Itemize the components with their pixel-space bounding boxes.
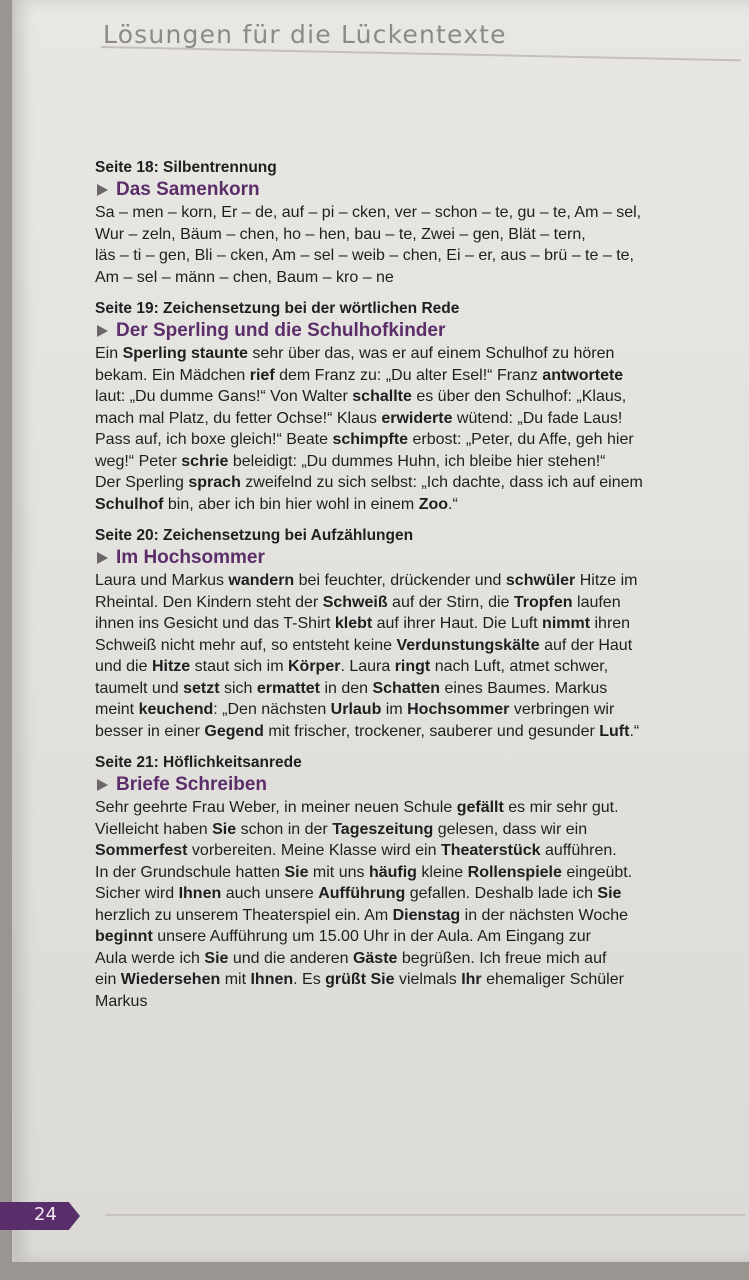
page-title: Lösungen für die Lückentexte (103, 20, 507, 49)
answer-word: Ihnen (250, 971, 294, 988)
section (95, 753, 735, 1012)
text-run: im (381, 701, 408, 718)
answer-word: Urlaub (330, 701, 382, 718)
text-line (95, 388, 626, 405)
subheading-text: Briefe Schreiben (116, 774, 267, 795)
answer-word: Tageszeitung (332, 820, 434, 838)
text-run: bin, aber ich bin hier wohl in einem (163, 495, 419, 513)
section-heading: Seite 19: Zeichensetzung bei der wörtlichen Rede (95, 300, 460, 317)
text-run: begrüßen. Ich freue mich auf (397, 949, 607, 967)
answer-word: nimmt (542, 615, 591, 632)
text-run: Hitze im (575, 572, 638, 589)
text-run: herzlich zu unserem Theaterspiel ein. Am (95, 906, 393, 924)
text-run: taumelt und (95, 679, 184, 697)
section (95, 299, 735, 515)
answer-word: ringt (394, 658, 431, 675)
text-run: aufführen. (540, 842, 617, 859)
text-run: Sehr geehrte Frau Weber, in meiner neuen Schule (95, 799, 457, 816)
text-run: in den (320, 679, 373, 697)
text-run: läs – ti – gen, Bli – cken, Am – sel – weib – chen, Ei – er, aus – brü – te – te, (95, 247, 634, 264)
text-run: Ein (95, 345, 123, 362)
solutions-content (95, 158, 735, 1023)
text-line (95, 345, 614, 362)
section-subheading (95, 178, 735, 202)
answer-word: klebt (334, 615, 373, 632)
text-run: . Laura (340, 658, 395, 675)
bottom-rule (105, 1214, 745, 1216)
text-run: unsere Aufführung um 15.00 Uhr in der Aula. Am Eingang zur (152, 928, 591, 945)
text-run: vielmals (394, 971, 462, 988)
text-run: und die anderen (228, 949, 353, 967)
answer-word: Schulhof (95, 495, 164, 513)
text-run: auf der Haut (539, 636, 633, 654)
section-subheading (95, 319, 735, 343)
text-run: staut sich im (190, 658, 288, 675)
text-run: sich (219, 679, 257, 697)
text-line (95, 474, 643, 491)
text-run: Sa – men – korn, Er – de, auf – pi – cken, ver – schon – te, gu – te, Am – sel, (95, 204, 642, 221)
answer-word: Körper (287, 658, 341, 675)
answer-word: Sie (212, 820, 237, 838)
section-subheading (95, 546, 735, 570)
answer-word: schallte (352, 388, 412, 405)
answer-word: Sie (597, 885, 622, 902)
answer-word: Sie (284, 863, 309, 881)
text-run: verbringen wir (509, 701, 615, 718)
answer-word: keuchend (138, 701, 214, 718)
section-heading: Seite 21: Höflichkeitsanrede (95, 754, 302, 771)
text-run: eingeübt. (561, 863, 633, 881)
text-run: weg!“ Peter (95, 452, 182, 470)
text-run: zweifelnd zu sich selbst: „Ich dachte, dass ich auf einem (240, 474, 643, 491)
text-line (95, 367, 623, 384)
text-line (95, 821, 587, 838)
section-body (95, 343, 735, 515)
answer-word: Zoo (418, 495, 449, 513)
answer-word: gefällt (456, 799, 504, 816)
answer-word: Aufführung (318, 885, 406, 902)
subheading-text: Das Samenkorn (116, 179, 260, 200)
text-run: erbost: „Peter, du Affe, geh hier (408, 431, 634, 448)
answer-word: Theaterstück (440, 842, 541, 859)
text-line (95, 928, 591, 945)
text-run: schon in der (236, 820, 333, 838)
answer-word: schimpfte (332, 431, 409, 448)
text-line (95, 864, 632, 881)
section-body (95, 570, 735, 742)
text-line (95, 799, 619, 816)
answer-word: Sie (204, 949, 229, 967)
text-run: Laura und Markus (95, 572, 229, 589)
text-run: mach mal Platz, du fetter Ochse!“ Klaus (95, 409, 382, 427)
text-run: auf der Stirn, die (387, 593, 514, 611)
text-run: Vielleicht haben (95, 820, 213, 838)
text-run: dem Franz zu: „Du alter Esel!“ Franz (274, 366, 543, 384)
text-line (95, 572, 638, 589)
text-line (95, 496, 458, 513)
text-run: sehr über das, was er auf einem Schulhof zu hören (247, 345, 615, 362)
text-run: mit frischer, trockener, sauberer und gesunder (263, 722, 600, 740)
text-line (95, 971, 624, 988)
answer-word: beginnt (95, 928, 153, 945)
text-run: ein (95, 971, 121, 988)
text-run: auf ihrer Haut. Die Luft (372, 615, 543, 632)
text-line (95, 637, 632, 654)
text-run: .“ (629, 722, 640, 740)
text-run: ihnen ins Gesicht und das T-Shirt (95, 615, 335, 632)
section-heading: Seite 18: Silbentrennung (95, 159, 277, 176)
text-run: in der nächsten Woche (460, 906, 629, 924)
answer-word: Hochsommer (407, 701, 510, 718)
book-page (12, 0, 749, 1262)
play-triangle-icon (97, 184, 108, 196)
answer-word: Dienstag (392, 906, 461, 924)
text-run: gelesen, dass wir ein (433, 820, 588, 838)
text-run: Am – sel – männ – chen, Baum – kro – ne (95, 268, 394, 286)
text-run: ehemaliger Schüler (481, 971, 624, 988)
text-run: Rheintal. Den Kindern steht der (95, 593, 323, 611)
text-run: laufen (572, 593, 621, 611)
text-line (95, 594, 621, 611)
text-line (95, 950, 606, 967)
answer-word: Schatten (372, 679, 441, 697)
answer-word: grüßt Sie (325, 971, 395, 988)
text-line (95, 680, 607, 697)
answer-word: schrie (181, 452, 229, 470)
play-triangle-icon (97, 325, 108, 337)
text-line (95, 453, 606, 470)
text-run: Aula werde ich (95, 949, 205, 967)
text-run: kleine (416, 863, 468, 881)
text-line (95, 226, 586, 243)
answer-word: Luft (599, 722, 630, 740)
text-line (95, 993, 147, 1010)
text-run: bei feuchter, drückender und (294, 572, 506, 589)
answer-word: Ihnen (178, 885, 222, 902)
answer-word: setzt (183, 679, 220, 697)
text-run: Wur – zeln, Bäum – chen, ho – hen, bau – te, Zwei – gen, Blät – tern, (95, 225, 586, 243)
text-run: nach Luft, atmet schwer, (430, 658, 609, 675)
play-triangle-icon (97, 779, 108, 791)
text-run: : „Den nächsten (213, 701, 331, 718)
text-line (95, 723, 639, 740)
section (95, 158, 735, 288)
section-subheading (95, 773, 735, 797)
answer-word: antwortete (542, 366, 624, 384)
text-run: gefallen. Deshalb lade ich (405, 885, 598, 902)
answer-word: rief (249, 366, 275, 384)
text-run: beleidigt: „Du dummes Huhn, ich bleibe hier stehen!“ (228, 452, 606, 470)
section-body (95, 797, 735, 1012)
text-run: In der Grundschule hatten (95, 863, 285, 881)
text-run: mit (220, 971, 251, 988)
answer-word: Tropfen (513, 593, 573, 611)
text-run: besser in einer (95, 722, 205, 740)
text-line (95, 615, 630, 632)
section (95, 526, 735, 742)
text-run: eines Baumes. Markus (440, 679, 608, 697)
answer-word: Wiedersehen (120, 971, 221, 988)
text-run: und die (95, 658, 152, 675)
text-run: bekam. Ein Mädchen (95, 366, 250, 384)
text-run: meint (95, 701, 139, 718)
answer-word: Sperling staunte (122, 345, 248, 362)
page-number: 24 (34, 1204, 57, 1225)
answer-word: Rollenspiele (467, 863, 562, 881)
text-run: ihren (590, 615, 631, 632)
text-run: es über den Schulhof: „Klaus, (411, 388, 627, 405)
subheading-text: Der Sperling und die Schulhofkinder (116, 320, 446, 341)
text-run: Pass auf, ich boxe gleich!“ Beate (95, 431, 333, 448)
answer-word: Ihr (461, 971, 482, 988)
answer-word: ermattet (256, 679, 320, 697)
text-run: Der Sperling (95, 474, 189, 491)
text-line (95, 885, 621, 902)
text-line (95, 204, 641, 221)
text-run: Markus (95, 992, 148, 1010)
text-line (95, 269, 394, 286)
play-triangle-icon (97, 552, 108, 564)
text-run: auch unsere (221, 885, 319, 902)
answer-word: sprach (188, 474, 241, 491)
text-line (95, 431, 634, 448)
text-run: vorbereiten. Meine Klasse wird ein (187, 842, 441, 859)
section-body (95, 202, 735, 288)
text-line (95, 907, 628, 924)
text-run: . Es (293, 971, 326, 988)
text-run: .“ (448, 495, 458, 513)
text-line (95, 247, 634, 264)
text-line (95, 658, 608, 675)
answer-word: wandern (228, 572, 295, 589)
answer-word: häufig (368, 863, 417, 881)
text-line (95, 701, 614, 718)
answer-word: erwiderte (381, 409, 453, 427)
text-run: mit uns (308, 863, 369, 881)
answer-word: Sommerfest (95, 842, 188, 859)
answer-word: Schweiß (322, 593, 388, 611)
section-heading: Seite 20: Zeichensetzung bei Aufzählungen (95, 527, 414, 544)
answer-word: Verdunstungskälte (396, 636, 540, 654)
answer-word: Hitze (151, 658, 191, 675)
answer-word: Gegend (204, 722, 264, 740)
text-run: wütend: „Du fade Laus! (452, 409, 623, 427)
text-line (95, 410, 622, 427)
text-run: laut: „Du dumme Gans!“ Von Walter (95, 388, 353, 405)
answer-word: schwüler (505, 572, 576, 589)
text-run: Sicher wird (95, 885, 179, 902)
answer-word: Gäste (352, 949, 398, 967)
text-line (95, 842, 617, 859)
subheading-text: Im Hochsommer (116, 547, 265, 568)
text-run: Schweiß nicht mehr auf, so entsteht keine (95, 636, 397, 654)
text-run: es mir sehr gut. (503, 799, 619, 816)
